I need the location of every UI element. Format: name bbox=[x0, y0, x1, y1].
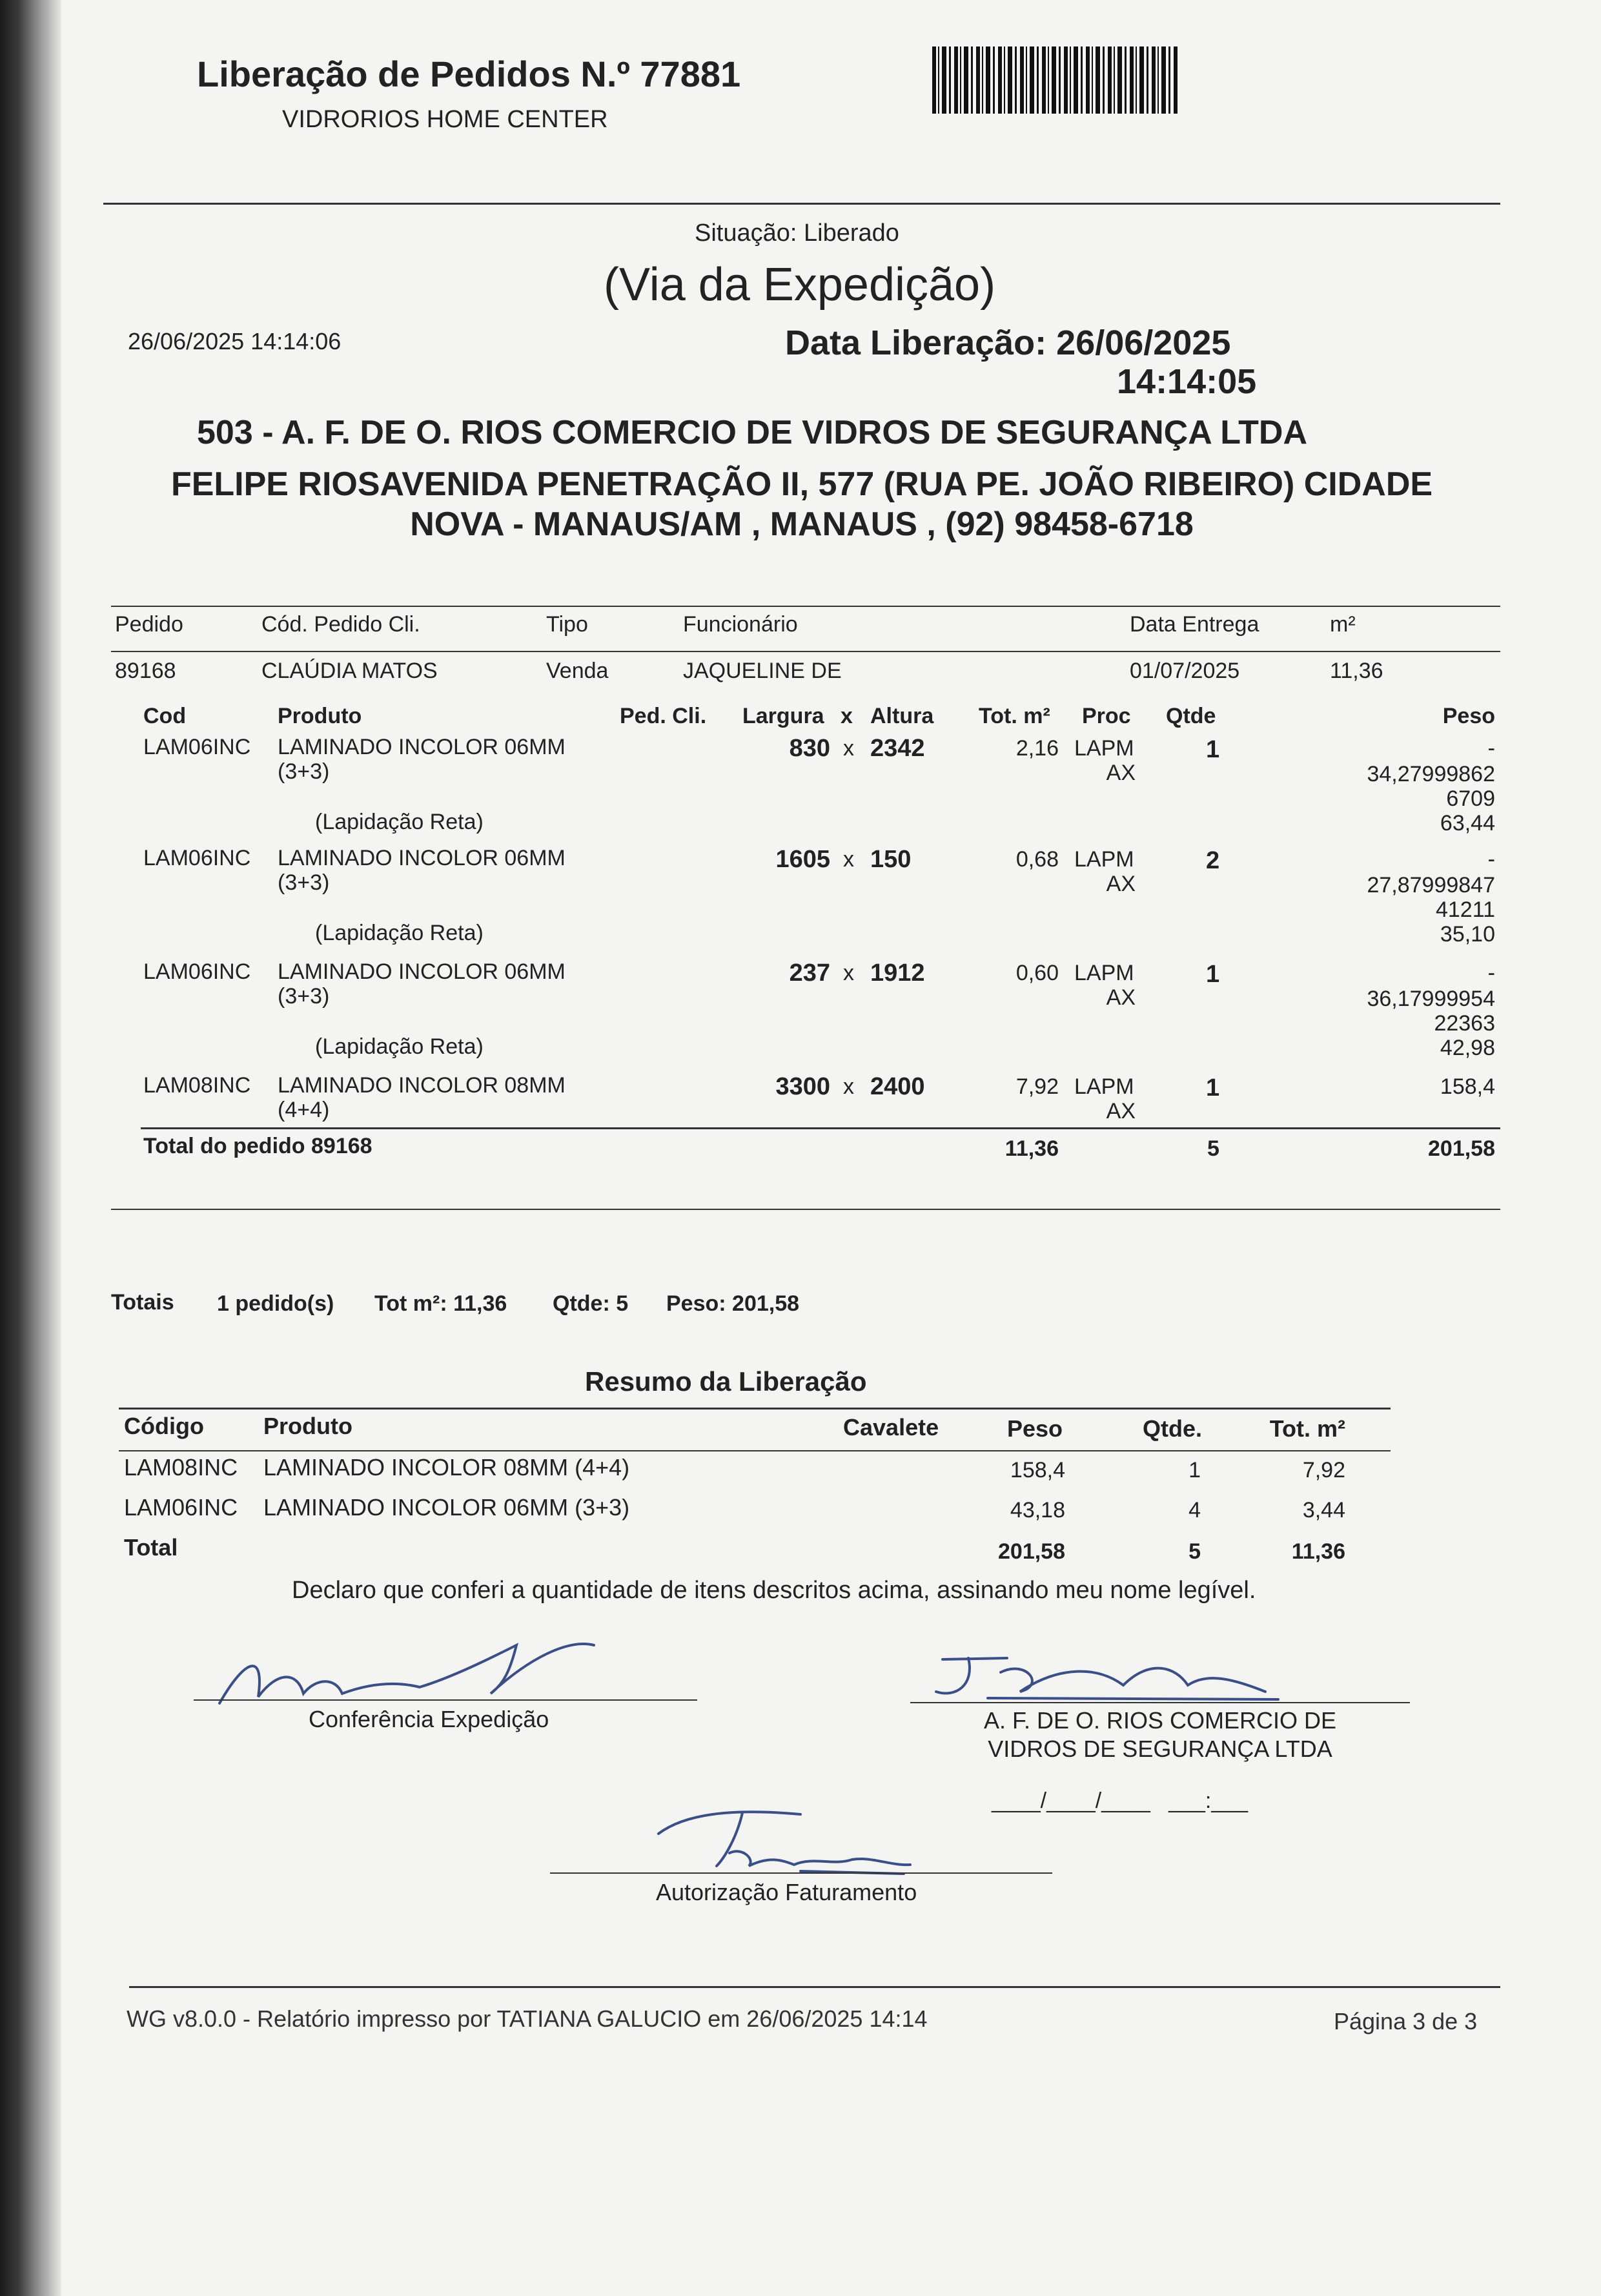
item-cod: LAM06INC bbox=[143, 846, 251, 870]
item-peso-dash: - bbox=[1487, 847, 1495, 872]
item-produto: LAMINADO INCOLOR 06MM bbox=[278, 846, 566, 870]
item-produto-spec: (3+3) bbox=[278, 870, 330, 895]
totals-peso: Peso: 201,58 bbox=[666, 1291, 800, 1316]
item-tot-m2: 2,16 bbox=[1015, 736, 1059, 761]
release-time: 14:14:05 bbox=[1117, 362, 1257, 401]
footer-page-number: Página 3 de 3 bbox=[1334, 2008, 1478, 2035]
totals-m2: Tot m²: 11,36 bbox=[374, 1291, 507, 1316]
item-proc-2: AX bbox=[1106, 761, 1136, 785]
item-tot-m2: 7,92 bbox=[1015, 1074, 1059, 1099]
delivery-date: 01/07/2025 bbox=[1130, 659, 1240, 683]
barcode bbox=[932, 46, 1178, 114]
order-type: Venda bbox=[546, 659, 609, 683]
item-produto: LAMINADO INCOLOR 06MM bbox=[278, 735, 566, 759]
order-number: 89168 bbox=[115, 659, 176, 683]
signature-line-autorizacao bbox=[550, 1872, 1052, 1874]
item-obs: (Lapidação Reta) bbox=[315, 810, 484, 834]
item-qtde: 2 bbox=[1206, 847, 1220, 874]
printed-datetime: 26/06/2025 14:14:06 bbox=[128, 328, 342, 354]
item-qtde: 1 bbox=[1206, 1074, 1220, 1102]
item-cod: LAM06INC bbox=[143, 735, 251, 759]
totals-label: Totais bbox=[111, 1290, 174, 1315]
item-proc: LAPM bbox=[1074, 1074, 1134, 1099]
summary-codigo: LAM06INC bbox=[124, 1494, 238, 1521]
order-total-label: Total do pedido 89168 bbox=[143, 1134, 372, 1158]
item-obs: (Lapidação Reta) bbox=[315, 921, 484, 945]
col-tipo: Tipo bbox=[546, 612, 588, 637]
order-total-m2: 11,36 bbox=[1004, 1136, 1059, 1161]
footer-report-info: WG v8.0.0 - Relatório impresso por TATIANA GALUCIO em 26/06/2025 14:14 bbox=[127, 2005, 928, 2032]
item-cod: LAM06INC bbox=[143, 959, 251, 984]
order-table-divider bbox=[111, 651, 1500, 652]
col-funcionario: Funcionário bbox=[683, 612, 798, 637]
col-pedido: Pedido bbox=[115, 612, 183, 637]
item-altura: 150 bbox=[870, 846, 912, 873]
col-m2: m² bbox=[1330, 612, 1356, 637]
items-col-largura: Largura bbox=[742, 704, 824, 728]
client-address-1: FELIPE RIOSAVENIDA PENETRAÇÃO II, 577 (RUA PE. JOÃO RIBEIRO) CIDADE bbox=[170, 466, 1433, 503]
item-x: x bbox=[843, 847, 854, 872]
items-col-qtde: Qtde bbox=[1166, 704, 1216, 728]
item-peso-total: 63,44 bbox=[1440, 811, 1495, 835]
totals-qtde: Qtde: 5 bbox=[553, 1291, 629, 1316]
item-proc-2: AX bbox=[1106, 872, 1136, 896]
item-qtde: 1 bbox=[1206, 736, 1220, 763]
summary-col-qtde: Qtde. bbox=[1143, 1415, 1203, 1442]
item-proc: LAPM bbox=[1074, 736, 1134, 761]
item-produto-spec: (3+3) bbox=[278, 984, 330, 1009]
release-date: Data Liberação: 26/06/2025 bbox=[785, 323, 1231, 362]
signature-line-conferencia bbox=[194, 1699, 697, 1701]
item-peso: 34,27999862 bbox=[1367, 762, 1495, 786]
summary-col-peso: Peso bbox=[1007, 1415, 1063, 1442]
order-m2: 11,36 bbox=[1330, 659, 1383, 683]
item-largura: 830 bbox=[789, 735, 830, 762]
item-largura: 237 bbox=[789, 959, 830, 987]
item-cod: LAM08INC bbox=[143, 1073, 251, 1098]
items-total-divider bbox=[141, 1127, 1500, 1129]
item-peso: 27,87999847 bbox=[1367, 873, 1495, 897]
company-name: VIDRORIOS HOME CENTER bbox=[282, 106, 608, 133]
footer-divider bbox=[129, 1986, 1500, 1988]
summary-top-line bbox=[119, 1408, 1391, 1409]
item-peso-dash: - bbox=[1487, 736, 1495, 761]
summary-qtde: 1 bbox=[1188, 1458, 1201, 1482]
summary-total-tot-m2: 11,36 bbox=[1291, 1539, 1345, 1564]
item-peso-dash: - bbox=[1487, 961, 1495, 985]
header-divider bbox=[103, 203, 1500, 205]
section-divider bbox=[111, 1209, 1500, 1210]
summary-col-codigo: Código bbox=[124, 1413, 204, 1439]
summary-tot-m2: 7,92 bbox=[1302, 1458, 1345, 1482]
item-peso-cont: 6709 bbox=[1446, 786, 1495, 811]
order-total-peso: 201,58 bbox=[1428, 1136, 1495, 1161]
items-col-proc: Proc bbox=[1082, 704, 1131, 728]
summary-total-peso: 201,58 bbox=[998, 1539, 1065, 1564]
signature-label-empresa-2: VIDROS DE SEGURANÇA LTDA bbox=[988, 1736, 1332, 1762]
item-peso-total: 35,10 bbox=[1440, 922, 1495, 947]
summary-col-produto: Produto bbox=[263, 1413, 352, 1439]
scan-shadow bbox=[0, 0, 61, 2296]
item-produto: LAMINADO INCOLOR 06MM bbox=[278, 959, 566, 984]
summary-peso: 158,4 bbox=[1010, 1458, 1065, 1482]
item-x: x bbox=[843, 1074, 854, 1099]
client-address-2: NOVA - MANAUS/AM , MANAUS , (92) 98458-6718 bbox=[410, 506, 1194, 543]
summary-header-line bbox=[119, 1450, 1391, 1451]
date-time-blank: ____/____/____ ___:___ bbox=[992, 1789, 1249, 1813]
item-largura: 3300 bbox=[775, 1073, 830, 1100]
summary-total-qtde: 5 bbox=[1188, 1539, 1201, 1564]
client-order-code: CLAÚDIA MATOS bbox=[261, 659, 438, 683]
items-col-ped-cli: Ped. Cli. bbox=[620, 704, 707, 728]
summary-col-cavalete: Cavalete bbox=[843, 1414, 939, 1440]
signature-autorizacao bbox=[646, 1795, 930, 1879]
items-col-peso: Peso bbox=[1442, 704, 1495, 728]
items-col-produto: Produto bbox=[278, 704, 362, 728]
signature-empresa bbox=[930, 1646, 1291, 1711]
col-cod-pedido-cli: Cód. Pedido Cli. bbox=[261, 612, 420, 637]
signature-label-conferencia: Conferência Expedição bbox=[309, 1706, 549, 1732]
item-qtde: 1 bbox=[1206, 961, 1220, 988]
item-tot-m2: 0,60 bbox=[1015, 961, 1059, 985]
summary-produto: LAMINADO INCOLOR 06MM (3+3) bbox=[263, 1494, 630, 1521]
summary-peso: 43,18 bbox=[1010, 1498, 1065, 1522]
summary-produto: LAMINADO INCOLOR 08MM (4+4) bbox=[263, 1454, 630, 1481]
item-proc-2: AX bbox=[1106, 985, 1136, 1010]
item-x: x bbox=[843, 961, 854, 985]
items-col-cod: Cod bbox=[143, 704, 187, 728]
summary-tot-m2: 3,44 bbox=[1302, 1498, 1345, 1522]
totals-orders: 1 pedido(s) bbox=[217, 1291, 334, 1316]
summary-codigo: LAM08INC bbox=[124, 1454, 238, 1481]
item-peso-cont: 22363 bbox=[1434, 1011, 1495, 1036]
signature-label-autorizacao: Autorização Faturamento bbox=[656, 1879, 917, 1905]
items-col-tot-m2: Tot. m² bbox=[979, 704, 1050, 728]
item-produto: LAMINADO INCOLOR 08MM bbox=[278, 1073, 566, 1098]
item-produto-spec: (4+4) bbox=[278, 1098, 330, 1122]
employee: JAQUELINE DE bbox=[683, 659, 842, 683]
item-produto-spec: (3+3) bbox=[278, 759, 330, 784]
summary-col-tot-m2: Tot. m² bbox=[1269, 1415, 1345, 1442]
items-col-altura: Altura bbox=[870, 704, 934, 728]
item-peso: 36,17999954 bbox=[1367, 987, 1495, 1011]
item-altura: 2400 bbox=[870, 1073, 925, 1100]
summary-title: Resumo da Liberação bbox=[585, 1366, 867, 1397]
via-title: (Via da Expedição) bbox=[604, 259, 996, 311]
signature-label-empresa-1: A. F. DE O. RIOS COMERCIO DE bbox=[983, 1707, 1337, 1734]
item-obs: (Lapidação Reta) bbox=[315, 1034, 484, 1059]
item-tot-m2: 0,68 bbox=[1015, 847, 1059, 872]
summary-qtde: 4 bbox=[1188, 1498, 1201, 1522]
signature-conferencia bbox=[207, 1632, 620, 1716]
summary-total-label: Total bbox=[124, 1534, 178, 1561]
order-table-top bbox=[111, 606, 1500, 607]
item-peso-total: 42,98 bbox=[1440, 1036, 1495, 1060]
order-total-qtde: 5 bbox=[1207, 1136, 1219, 1161]
status-text: Situação: Liberado bbox=[695, 220, 899, 247]
signature-line-empresa bbox=[910, 1702, 1410, 1703]
item-proc: LAPM bbox=[1074, 961, 1134, 985]
items-col-x: x bbox=[841, 704, 853, 728]
document-title: Liberação de Pedidos N.º 77881 bbox=[197, 54, 741, 94]
item-largura: 1605 bbox=[775, 846, 830, 873]
declaration-text: Declaro que conferi a quantidade de itens descritos acima, assinando meu nome legível. bbox=[292, 1577, 1256, 1604]
col-data-entrega: Data Entrega bbox=[1130, 612, 1259, 637]
item-peso-cont: 41211 bbox=[1435, 897, 1495, 922]
item-altura: 2342 bbox=[870, 735, 925, 762]
item-altura: 1912 bbox=[870, 959, 925, 987]
item-proc-2: AX bbox=[1106, 1099, 1136, 1123]
item-peso: 158,4 bbox=[1440, 1074, 1495, 1099]
item-proc: LAPM bbox=[1074, 847, 1134, 872]
client-name: 503 - A. F. DE O. RIOS COMERCIO DE VIDROS DE SEGURANÇA LTDA bbox=[197, 414, 1308, 451]
item-x: x bbox=[843, 736, 854, 761]
